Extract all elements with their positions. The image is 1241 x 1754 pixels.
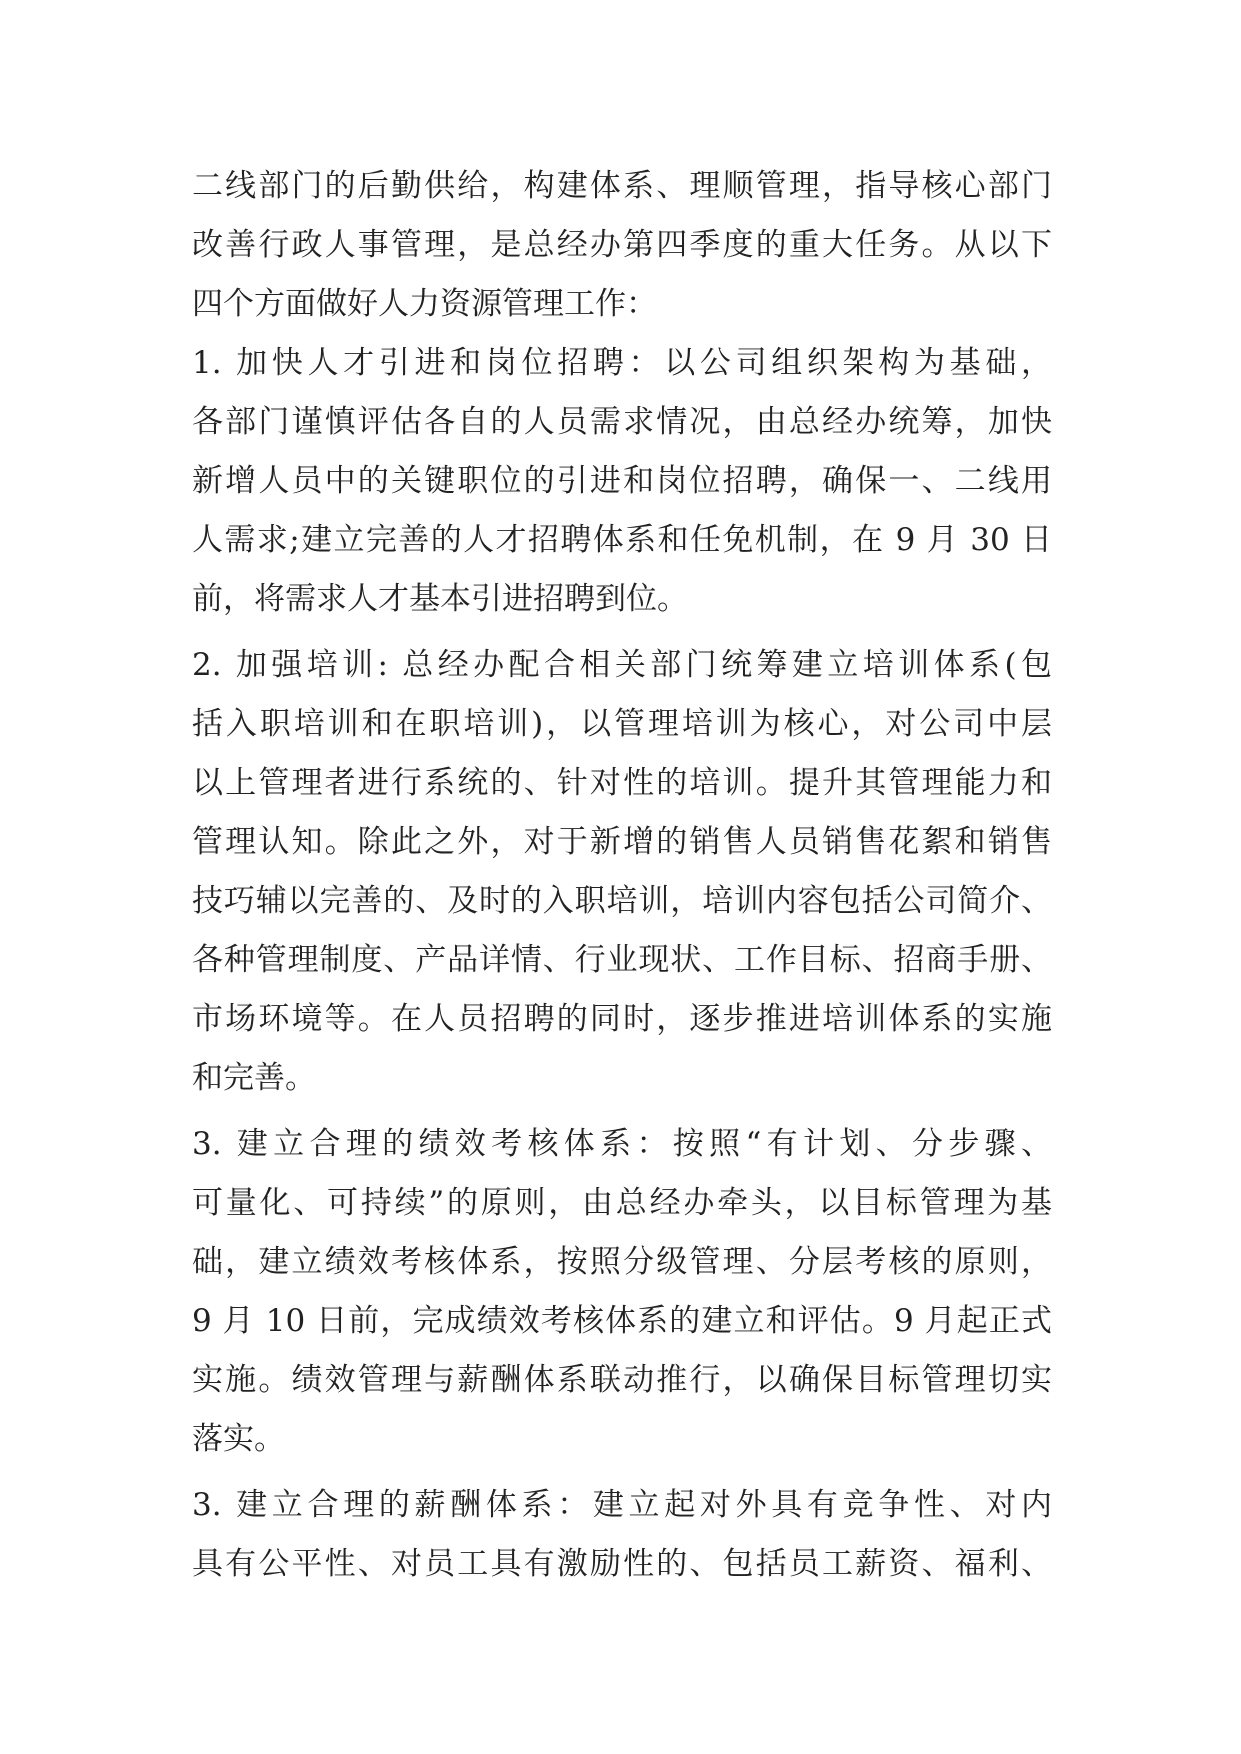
text-line: 可量化、可持续”的原则，由总经办牵头，以目标管理为基 <box>192 1185 1052 1221</box>
paragraph-intro <box>192 157 1052 334</box>
paragraph-item-1 <box>192 334 1052 629</box>
text-line: 1. 加快人才引进和岗位招聘：以公司组织架构为基础， <box>192 345 1052 381</box>
paragraph-gap <box>192 629 1052 636</box>
text-line: 和完善。 <box>192 1060 316 1096</box>
text-line: 落实。 <box>192 1421 285 1457</box>
text-line: 新增人员中的关键职位的引进和岗位招聘，确保一、二线用 <box>192 463 1052 499</box>
text-line: 改善行政人事管理，是总经办第四季度的重大任务。从以下 <box>192 227 1052 263</box>
text-line: 各部门谨慎评估各自的人员需求情况，由总经办统筹，加快 <box>192 404 1052 440</box>
text-line: 人需求;建立完善的人才招聘体系和任免机制，在 9 月 30 日 <box>192 522 1052 558</box>
text-line: 市场环境等。在人员招聘的同时，逐步推进培训体系的实施 <box>192 1001 1052 1037</box>
text-line: 二线部门的后勤供给，构建体系、理顺管理，指导核心部门 <box>192 168 1052 204</box>
paragraph-gap <box>192 1469 1052 1476</box>
text-line: 各种管理制度、产品详情、行业现状、工作目标、招商手册、 <box>192 942 1052 978</box>
text-line: 础，建立绩效考核体系，按照分级管理、分层考核的原则， <box>192 1244 1052 1280</box>
text-line: 实施。绩效管理与薪酬体系联动推行，以确保目标管理切实 <box>192 1362 1052 1398</box>
text-line: 括入职培训和在职培训)，以管理培训为核心，对公司中层 <box>192 706 1052 742</box>
text-line: 9 月 10 日前，完成绩效考核体系的建立和评估。9 月起正式 <box>192 1303 1052 1339</box>
text-line: 3. 建立合理的薪酬体系：建立起对外具有竞争性、对内 <box>192 1487 1052 1523</box>
text-line: 技巧辅以完善的、及时的入职培训，培训内容包括公司简介、 <box>192 883 1052 919</box>
text-line: 前，将需求人才基本引进招聘到位。 <box>192 581 688 617</box>
text-line: 管理认知。除此之外，对于新增的销售人员销售花絮和销售 <box>192 824 1052 860</box>
text-line: 四个方面做好人力资源管理工作： <box>192 286 657 322</box>
text-line: 具有公平性、对员工具有激励性的、包括员工薪资、福利、 <box>192 1546 1052 1582</box>
paragraph-item-3a <box>192 1115 1052 1469</box>
text-line: 2. 加强培训: 总经办配合相关部门统筹建立培训体系(包 <box>192 647 1052 683</box>
paragraph-item-3b <box>192 1476 1052 1594</box>
text-line: 以上管理者进行系统的、针对性的培训。提升其管理能力和 <box>192 765 1052 801</box>
document-body <box>192 157 1052 1594</box>
text-line: 3. 建立合理的绩效考核体系：按照“有计划、分步骤、 <box>192 1126 1052 1162</box>
paragraph-item-2 <box>192 636 1052 1108</box>
paragraph-gap <box>192 1108 1052 1115</box>
